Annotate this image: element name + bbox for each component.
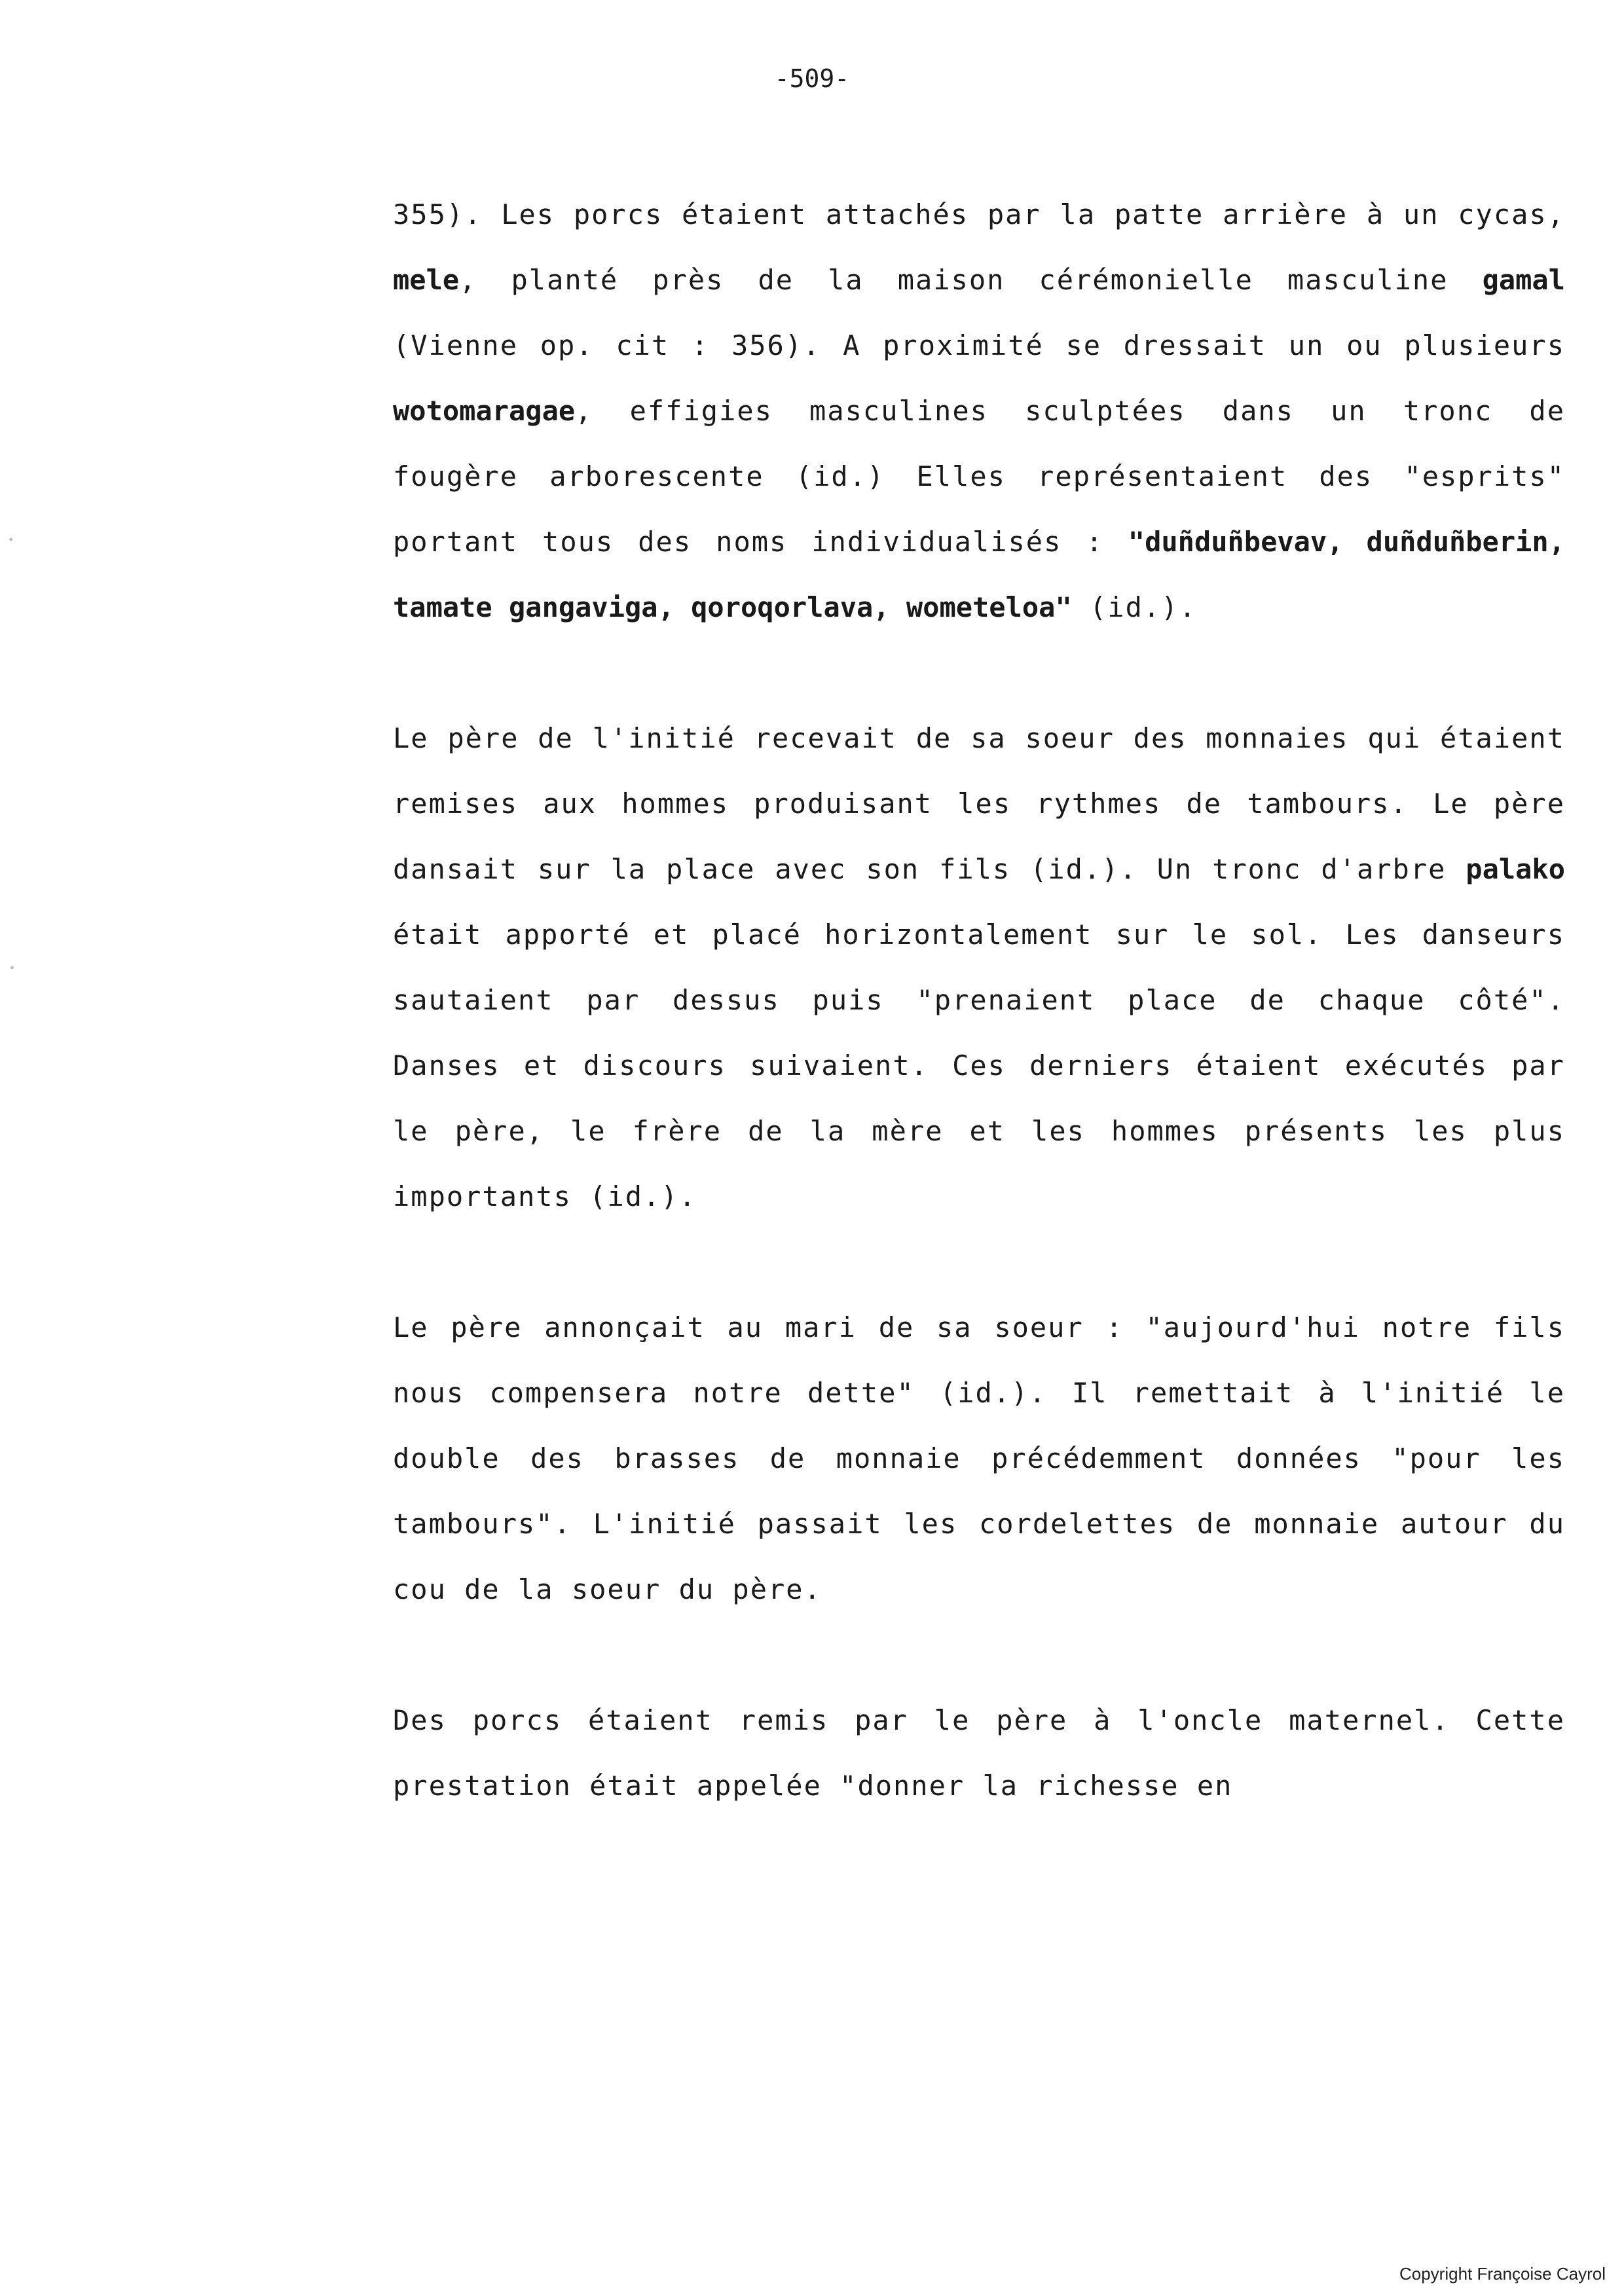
paragraph (393, 1295, 1565, 1622)
text-run: , effigies masculines sculptées dans un tronc de fougère arborescente (id.) Elles représentaient des "esprits" portant tous des noms individualisés : (393, 395, 1565, 558)
body-text (393, 182, 1565, 1819)
vernacular-term: palako (1466, 853, 1565, 885)
text-run: (id.). (1071, 591, 1197, 623)
text-run: 355). Les porcs étaient attachés par la patte arrière à un cycas, (393, 198, 1565, 230)
copyright-notice: Copyright Françoise Cayrol (1399, 2264, 1606, 2284)
vernacular-term: "duñduñbevav, duñduñberin, tamate gangaviga, qoroqorlava, wometeloa" (393, 526, 1565, 623)
vernacular-term: mele (393, 264, 460, 296)
paragraph (393, 706, 1565, 1230)
vernacular-term: wotomaragae (393, 395, 576, 427)
text-run: Des porcs étaient remis par le père à l'oncle maternel. Cette prestation était appelée "donner la richesse en (393, 1704, 1565, 1802)
text-run: (Vienne op. cit : 356). A proximité se dressait un ou plusieurs (393, 329, 1565, 361)
text-run: était apporté et placé horizontalement sur le sol. Les danseurs sautaient par dessus puis "prenaient place de chaque côté". Danses et discours suivaient. Ces derniers étaient exécutés par le père, le frère de la mère et les hommes présents les plus importants (id.). (393, 919, 1565, 1212)
scan-speck (9, 538, 12, 541)
scan-speck (10, 966, 14, 969)
text-run: Le père annonçait au mari de sa soeur : "aujourd'hui notre fils nous compensera notre dette" (id.). Il remettait à l'initié le double des brasses de monnaie précédemment données "pour les tambours". L'initié passait les cordelettes de monnaie autour du cou de la soeur du père. (393, 1311, 1565, 1605)
vernacular-term: gamal (1482, 264, 1565, 296)
paragraph (393, 1688, 1565, 1819)
text-run: , planté près de la maison cérémonielle masculine (459, 264, 1483, 296)
text-run: Le père de l'initié recevait de sa soeur des monnaies qui étaient remises aux hommes produisant les rythmes de tambours. Le père dansait sur la place avec son fils (id.). Un tronc d'arbre (393, 722, 1565, 885)
paragraph (393, 182, 1565, 640)
page-number: -509- (774, 64, 850, 93)
